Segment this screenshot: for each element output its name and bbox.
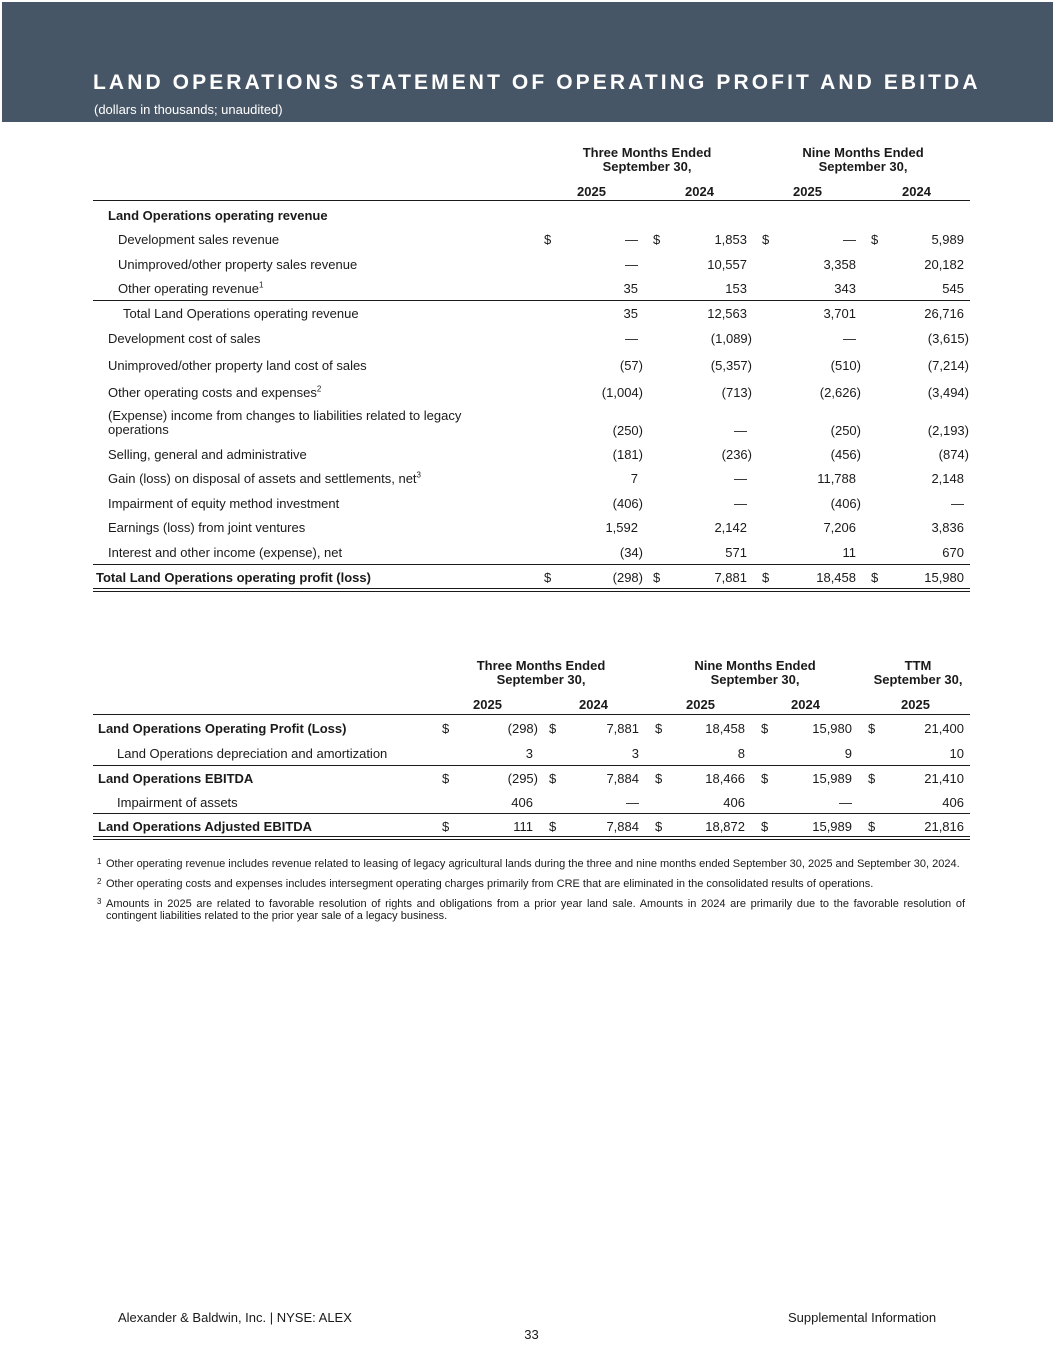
cell-value: — bbox=[734, 496, 747, 511]
currency-symbol: $ bbox=[762, 232, 770, 247]
cell-value: (1,089) bbox=[710, 331, 752, 346]
row-label: Impairment of equity method investment bbox=[108, 496, 340, 511]
table-row bbox=[93, 276, 970, 300]
cell-value: (236) bbox=[721, 447, 752, 462]
footnote-number: 3 bbox=[97, 897, 102, 906]
row-label: Selling, general and administrative bbox=[108, 447, 307, 462]
cell-value: (2,193) bbox=[927, 423, 969, 438]
cell-value: (5,357) bbox=[710, 358, 752, 373]
cell-value: 35 bbox=[623, 281, 638, 296]
cell-value: — bbox=[734, 423, 747, 438]
table-row-total bbox=[93, 565, 970, 589]
cell-value: 18,458 bbox=[705, 721, 745, 736]
col-group-line2: September 30, bbox=[602, 159, 692, 174]
col-group-line2: September 30, bbox=[818, 159, 908, 174]
cell-value: (874) bbox=[938, 447, 969, 462]
cell-value: 15,989 bbox=[812, 819, 852, 834]
cell-value: 571 bbox=[725, 545, 747, 560]
currency-symbol: $ bbox=[655, 771, 663, 786]
footnote bbox=[97, 898, 965, 922]
currency-symbol: $ bbox=[761, 721, 769, 736]
currency-symbol: $ bbox=[655, 819, 663, 834]
cell-value: 3 bbox=[631, 746, 639, 761]
page-subtitle: (dollars in thousands; unaudited) bbox=[94, 102, 283, 117]
cell-value: 21,410 bbox=[924, 771, 964, 786]
col-group-three-months bbox=[459, 659, 623, 687]
cell-value: 15,989 bbox=[812, 771, 852, 786]
cell-value: (406) bbox=[612, 496, 643, 511]
col-group-line2: September 30, bbox=[496, 672, 586, 687]
cell-value: (57) bbox=[619, 358, 643, 373]
cell-value: — bbox=[843, 331, 856, 346]
col-group-ttm bbox=[863, 659, 973, 687]
cell-value: 18,458 bbox=[816, 570, 856, 585]
cell-value: 2,148 bbox=[931, 471, 964, 486]
cell-value: (295) bbox=[507, 771, 538, 786]
currency-symbol: $ bbox=[868, 771, 876, 786]
cell-value: 10,557 bbox=[707, 257, 747, 272]
footnote-text: Amounts in 2025 are related to favorable resolution of rights and obligations from a prior year land sale. Amounts in 2024 are primarily due to the favorable resolution of contingent liabilities related to the prior year sale of a legacy business. bbox=[106, 898, 965, 922]
cell-value: (250) bbox=[830, 423, 861, 438]
cell-value: 10 bbox=[949, 746, 964, 761]
cell-value: 7,881 bbox=[606, 721, 639, 736]
row-label: Total Land Operations operating profit (loss) bbox=[96, 570, 371, 585]
cell-value: (34) bbox=[619, 545, 643, 560]
cell-value: (3,494) bbox=[927, 385, 969, 400]
cell-value: — bbox=[625, 331, 638, 346]
currency-symbol: $ bbox=[868, 819, 876, 834]
cell-value: 1,853 bbox=[714, 232, 747, 247]
currency-symbol: $ bbox=[762, 570, 770, 585]
cell-value: 7,206 bbox=[823, 520, 856, 535]
table-row bbox=[93, 301, 970, 325]
page-number: 33 bbox=[524, 1327, 539, 1342]
cell-value: 7,881 bbox=[714, 570, 747, 585]
cell-value: — bbox=[625, 232, 638, 247]
col-group-line1: Three Months Ended bbox=[582, 145, 712, 160]
table-row bbox=[93, 380, 970, 404]
cell-value: (456) bbox=[830, 447, 861, 462]
row-label bbox=[118, 281, 263, 296]
cell-value: 15,980 bbox=[924, 570, 964, 585]
row-label: Land Operations depreciation and amortization bbox=[117, 746, 388, 761]
cell-value: (7,214) bbox=[927, 358, 969, 373]
currency-symbol: $ bbox=[544, 232, 552, 247]
cell-value: 545 bbox=[942, 281, 964, 296]
table-row bbox=[93, 442, 970, 466]
cell-value: 406 bbox=[723, 795, 745, 810]
cell-value: 35 bbox=[623, 306, 638, 321]
currency-symbol: $ bbox=[544, 570, 552, 585]
section-title: Land Operations operating revenue bbox=[108, 208, 328, 223]
cell-value: 26,716 bbox=[924, 306, 964, 321]
table-row bbox=[93, 741, 970, 765]
cell-value: 1,592 bbox=[605, 520, 638, 535]
cell-value: 21,400 bbox=[924, 721, 964, 736]
table-row bbox=[93, 252, 970, 276]
table-row bbox=[93, 326, 970, 350]
cell-value: 12,563 bbox=[707, 306, 747, 321]
table-row bbox=[93, 353, 970, 377]
footnotes bbox=[97, 858, 965, 930]
row-label-line1: (Expense) income from changes to liabilities related to legacy bbox=[108, 408, 462, 423]
table-row bbox=[93, 466, 970, 490]
cell-value: 343 bbox=[834, 281, 856, 296]
year-header: 2025 bbox=[901, 697, 930, 712]
cell-value: (510) bbox=[830, 358, 861, 373]
cell-value: 3,836 bbox=[931, 520, 964, 535]
currency-symbol: $ bbox=[871, 232, 879, 247]
page-title: LAND OPERATIONS STATEMENT OF OPERATING PROFIT AND EBITDA bbox=[93, 71, 981, 94]
currency-symbol: $ bbox=[442, 819, 450, 834]
cell-value: 20,182 bbox=[924, 257, 964, 272]
row-label: Unimproved/other property sales revenue bbox=[118, 257, 358, 272]
table-row bbox=[93, 540, 970, 564]
cell-value: 18,466 bbox=[705, 771, 745, 786]
cell-value: 406 bbox=[942, 795, 964, 810]
cell-value: 7,884 bbox=[606, 819, 639, 834]
cell-value: 3 bbox=[525, 746, 533, 761]
row-label-text: Other operating costs and expenses bbox=[108, 385, 317, 400]
row-label: Unimproved/other property land cost of sales bbox=[108, 358, 367, 373]
footnote-number: 2 bbox=[97, 877, 102, 886]
year-header: 2025 bbox=[793, 184, 822, 199]
header-rule bbox=[93, 714, 970, 715]
cell-value: (406) bbox=[830, 496, 861, 511]
row-label: Development cost of sales bbox=[108, 331, 261, 346]
year-header: 2025 bbox=[686, 697, 715, 712]
table-row bbox=[93, 227, 970, 251]
cell-value: (250) bbox=[612, 423, 643, 438]
cell-value: (181) bbox=[612, 447, 643, 462]
table-row bbox=[93, 407, 970, 439]
cell-value: (3,615) bbox=[927, 331, 969, 346]
currency-symbol: $ bbox=[868, 721, 876, 736]
currency-symbol: $ bbox=[655, 721, 663, 736]
table-row bbox=[93, 716, 970, 740]
cell-value: 7,884 bbox=[606, 771, 639, 786]
row-label: Total Land Operations operating revenue bbox=[123, 306, 359, 321]
header-banner bbox=[2, 2, 1053, 122]
currency-symbol: $ bbox=[442, 771, 450, 786]
cell-value: 406 bbox=[511, 795, 533, 810]
currency-symbol: $ bbox=[761, 819, 769, 834]
currency-symbol: $ bbox=[442, 721, 450, 736]
header-rule bbox=[93, 200, 970, 201]
cell-value: — bbox=[626, 795, 639, 810]
footnote-text: Other operating costs and expenses includes intersegment operating charges primarily from CRE that are eliminated in the consolidated results of operations. bbox=[106, 878, 874, 890]
row-label-text: Other operating revenue bbox=[118, 281, 259, 296]
cell-value: 3,701 bbox=[823, 306, 856, 321]
row-label: Impairment of assets bbox=[117, 795, 238, 810]
year-header: 2024 bbox=[685, 184, 714, 199]
table-row bbox=[93, 515, 970, 539]
cell-value: (298) bbox=[507, 721, 538, 736]
col-group-nine-months bbox=[675, 659, 835, 687]
total-double-rule bbox=[93, 588, 970, 592]
row-label: Land Operations Adjusted EBITDA bbox=[98, 819, 313, 834]
footnote-marker: 1 bbox=[258, 280, 264, 290]
cell-value: 3,358 bbox=[823, 257, 856, 272]
cell-value: — bbox=[625, 257, 638, 272]
footnote bbox=[97, 878, 965, 890]
row-label bbox=[108, 471, 421, 486]
year-header: 2025 bbox=[577, 184, 606, 199]
year-header: 2024 bbox=[579, 697, 608, 712]
total-double-rule bbox=[93, 836, 970, 840]
cell-value: 15,980 bbox=[812, 721, 852, 736]
cell-value: — bbox=[734, 471, 747, 486]
cell-value: — bbox=[843, 232, 856, 247]
col-group-line1: TTM bbox=[904, 658, 932, 673]
currency-symbol: $ bbox=[871, 570, 879, 585]
cell-value: 5,989 bbox=[931, 232, 964, 247]
col-group-line1: Three Months Ended bbox=[476, 658, 606, 673]
cell-value: 11 bbox=[842, 545, 856, 560]
cell-value: (298) bbox=[612, 570, 643, 585]
table-row-total bbox=[93, 814, 970, 838]
footnote-number: 1 bbox=[97, 857, 102, 866]
cell-value: 111 bbox=[513, 819, 533, 834]
cell-value: 18,872 bbox=[705, 819, 745, 834]
cell-value: 21,816 bbox=[924, 819, 964, 834]
year-header: 2025 bbox=[473, 697, 502, 712]
currency-symbol: $ bbox=[549, 721, 557, 736]
col-group-line2: September 30, bbox=[710, 672, 800, 687]
row-label: Development sales revenue bbox=[118, 232, 280, 247]
cell-value: 153 bbox=[725, 281, 747, 296]
table-row bbox=[93, 766, 970, 790]
currency-symbol: $ bbox=[653, 232, 661, 247]
table-row-section bbox=[93, 203, 970, 227]
row-label bbox=[108, 409, 461, 437]
row-label: Land Operations Operating Profit (Loss) bbox=[98, 721, 347, 736]
footnote bbox=[97, 858, 965, 870]
row-label-text: Gain (loss) on disposal of assets and settlements, net bbox=[108, 471, 417, 486]
cell-value: 2,142 bbox=[714, 520, 747, 535]
footnote-marker: 2 bbox=[316, 384, 322, 394]
cell-value: 8 bbox=[737, 746, 745, 761]
cell-value: 7 bbox=[630, 471, 638, 486]
cell-value: 11,788 bbox=[817, 471, 856, 486]
cell-value: 670 bbox=[942, 545, 964, 560]
footer-company: Alexander & Baldwin, Inc. | NYSE: ALEX bbox=[118, 1310, 352, 1325]
year-header: 2024 bbox=[902, 184, 931, 199]
table-row bbox=[93, 491, 970, 515]
col-group-three-months bbox=[565, 146, 729, 174]
footnote-marker: 3 bbox=[416, 470, 421, 480]
currency-symbol: $ bbox=[549, 771, 557, 786]
footnote-text: Other operating revenue includes revenue related to leasing of legacy agricultural lands during the three and nine months ended September 30, 2025 and September 30, 2024. bbox=[106, 858, 960, 870]
cell-value: (713) bbox=[721, 385, 752, 400]
row-label: Interest and other income (expense), net bbox=[108, 545, 343, 560]
col-group-nine-months bbox=[783, 146, 943, 174]
currency-symbol: $ bbox=[653, 570, 661, 585]
footer-section: Supplemental Information bbox=[788, 1310, 937, 1325]
col-group-line1: Nine Months Ended bbox=[694, 658, 816, 673]
row-label bbox=[108, 385, 321, 400]
cell-value: 9 bbox=[844, 746, 852, 761]
cell-value: (2,626) bbox=[819, 385, 861, 400]
row-label: Earnings (loss) from joint ventures bbox=[108, 520, 306, 535]
year-header: 2024 bbox=[791, 697, 820, 712]
cell-value: — bbox=[951, 496, 964, 511]
currency-symbol: $ bbox=[761, 771, 769, 786]
currency-symbol: $ bbox=[549, 819, 557, 834]
table-row bbox=[93, 790, 970, 814]
row-label: Land Operations EBITDA bbox=[98, 771, 254, 786]
col-group-line2: September 30, bbox=[873, 672, 963, 687]
row-label-line2: operations bbox=[108, 422, 169, 437]
cell-value: — bbox=[839, 795, 852, 810]
cell-value: (1,004) bbox=[601, 385, 643, 400]
col-group-line1: Nine Months Ended bbox=[802, 145, 924, 160]
